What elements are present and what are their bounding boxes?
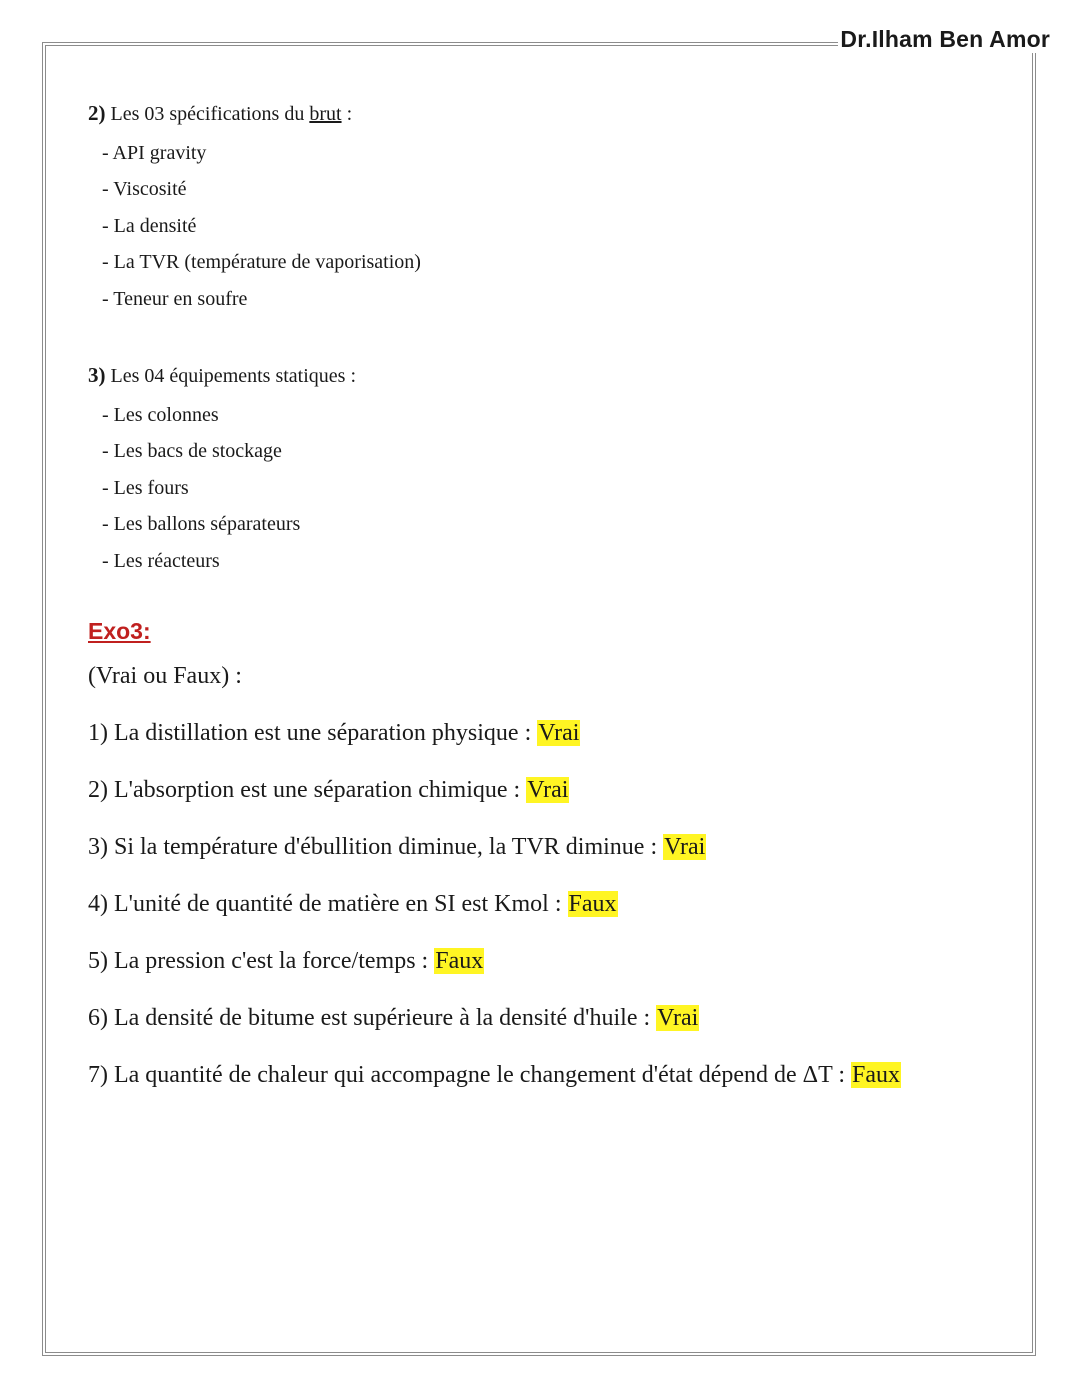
- statement-text: 2) L'absorption est une séparation chimique :: [88, 777, 527, 803]
- section-3-title-text: Les 04 équipements statiques :: [105, 365, 357, 387]
- author-name: Dr.Ilham Ben Amor: [840, 26, 1050, 52]
- section-2-number: 2): [88, 101, 106, 125]
- section-2-item: - Teneur en soufre: [102, 288, 248, 310]
- section-2-item: - Viscosité: [102, 178, 187, 200]
- exo3-heading: Exo3:: [88, 618, 151, 644]
- statement-1: [88, 720, 580, 747]
- section-3-item: - Les bacs de stockage: [102, 440, 282, 462]
- statement-text: 4) L'unité de quantité de matière en SI est Kmol :: [88, 891, 568, 917]
- exo3-intro: (Vrai ou Faux) :: [88, 663, 242, 689]
- page-border: [42, 42, 1036, 1356]
- section-2-item: - La TVR (température de vaporisation): [102, 251, 421, 273]
- answer-highlight: Vrai: [538, 720, 580, 746]
- statement-text: 6) La densité de bitume est supérieure à la densité d'huile :: [88, 1005, 657, 1031]
- section-3-title: [88, 363, 356, 388]
- answer-highlight: Faux: [852, 1062, 900, 1088]
- section-2-title-text: Les 03 spécifications du: [110, 103, 310, 125]
- section-2-item: - La densité: [102, 215, 197, 237]
- statement-3: [88, 834, 706, 861]
- answer-highlight: Vrai: [527, 777, 569, 803]
- statement-text: 1) La distillation est une séparation physique :: [88, 720, 538, 746]
- answer-highlight: Faux: [568, 891, 617, 917]
- section-2-title-colon: :: [341, 103, 353, 125]
- statement-text: 3) Si la température d'ébullition diminue, la TVR diminue :: [88, 834, 664, 860]
- statement-text: 5) La pression c'est la force/temps :: [88, 948, 435, 974]
- answer-highlight: Faux: [435, 948, 484, 974]
- statement-6: [88, 1005, 699, 1032]
- section-3-item: - Les fours: [102, 477, 189, 499]
- section-2-title-underlined: brut: [309, 103, 342, 125]
- statement-4: [88, 891, 618, 918]
- section-3-item: - Les réacteurs: [102, 550, 220, 572]
- answer-highlight: Vrai: [657, 1005, 699, 1031]
- section-3-number: 3): [88, 363, 106, 387]
- section-2-item: - API gravity: [102, 142, 207, 164]
- statement-2: [88, 777, 569, 804]
- answer-highlight: Vrai: [664, 834, 706, 860]
- section-3-item: - Les ballons séparateurs: [102, 513, 301, 535]
- statement-text: 7) La quantité de chaleur qui accompagne le changement d'état dépend de ΔT :: [88, 1062, 851, 1088]
- section-2-title: [88, 101, 352, 126]
- statement-7: [88, 1062, 901, 1089]
- statement-5: [88, 948, 484, 975]
- section-3-item: - Les colonnes: [102, 404, 219, 426]
